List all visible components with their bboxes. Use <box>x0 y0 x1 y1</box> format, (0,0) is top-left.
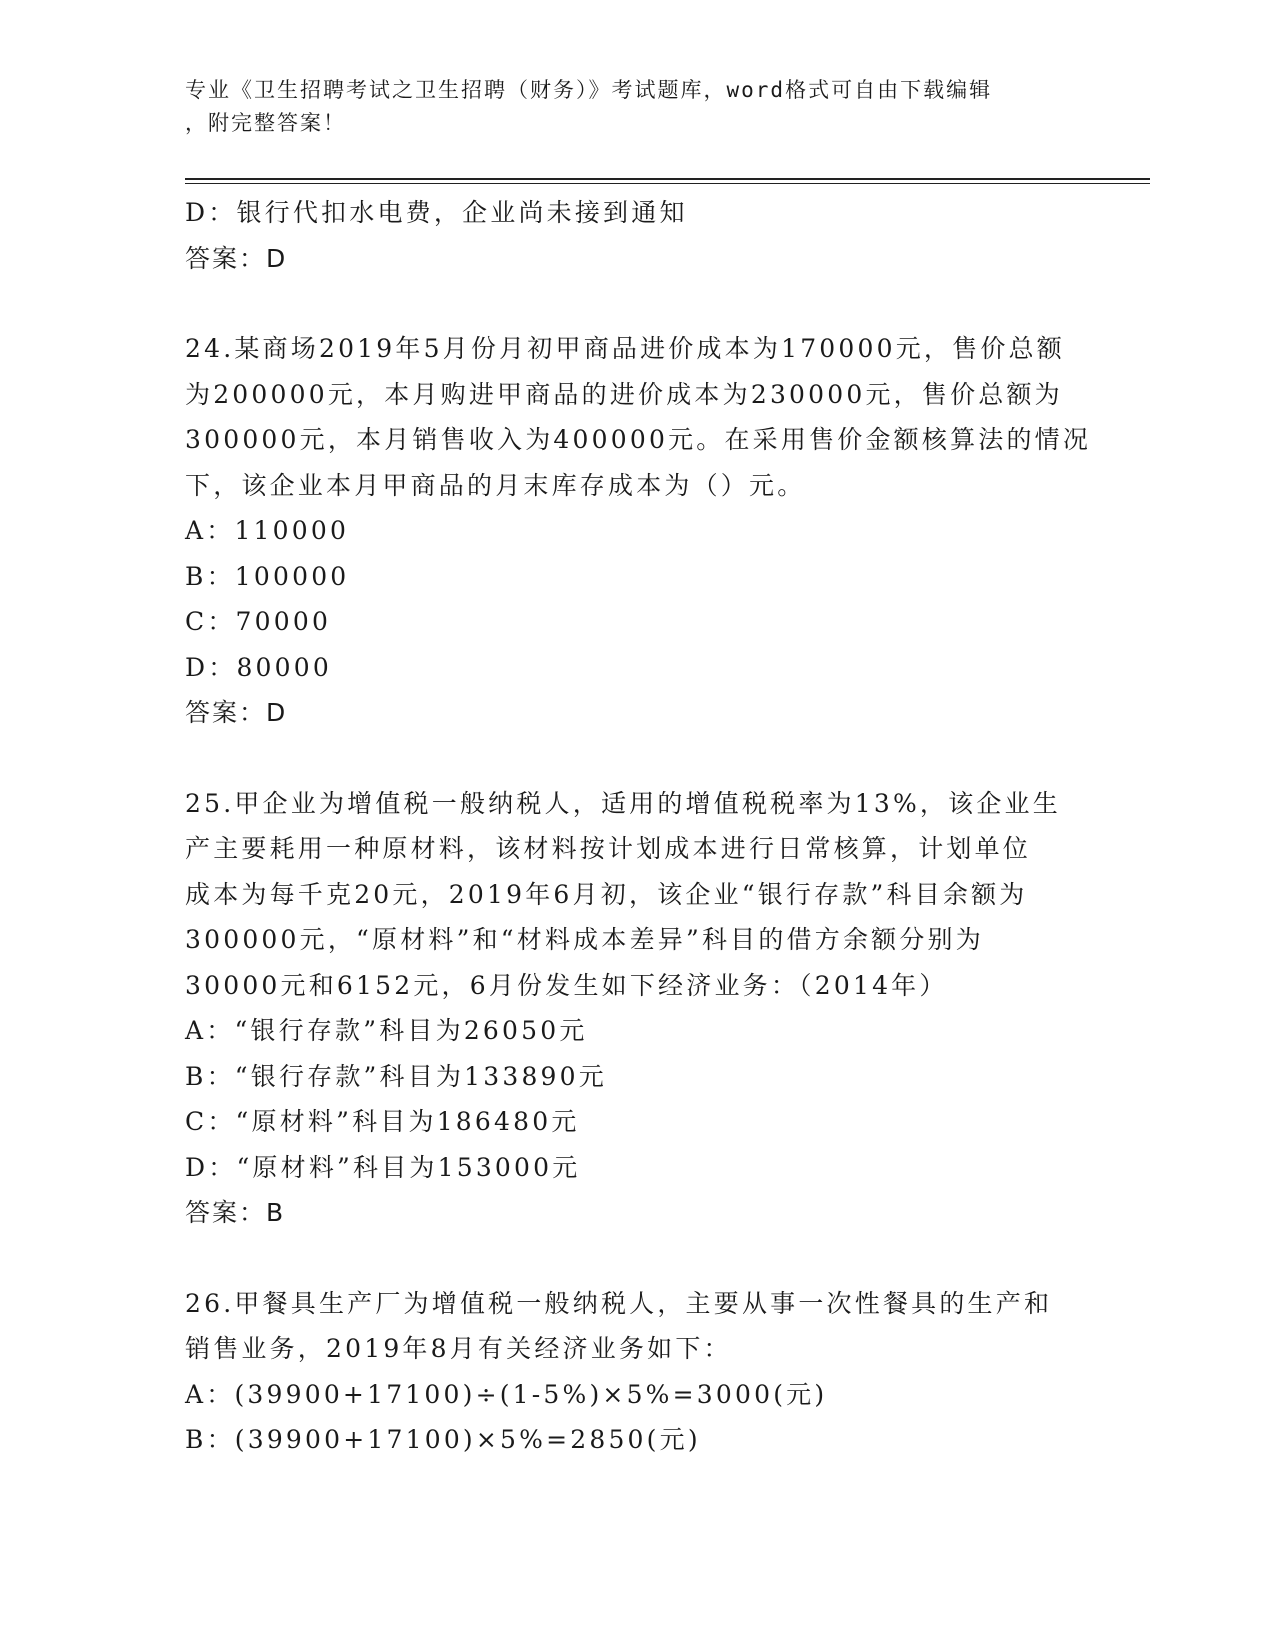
option-a: A：(39900+17100)÷(1-5%)×5%=3000(元) <box>185 1379 828 1409</box>
option-b: B：(39900+17100)×5%=2850(元) <box>185 1425 701 1454</box>
option-c: C：“原材料”科目为186480元 <box>185 1107 580 1136</box>
answer: 答案：D <box>185 698 288 727</box>
header-divider <box>185 178 1150 180</box>
question-stem-line: 销售业务，2019年8月有关经济业务如下： <box>185 1334 732 1363</box>
question-stem-line: 30000元和6152元，6月份发生如下经济业务：（2014年） <box>185 970 948 1000</box>
question-list <box>185 190 1092 1463</box>
header-line-2: ，附完整答案！ <box>185 111 346 135</box>
option-a: A：110000 <box>185 516 350 545</box>
option-c: C：70000 <box>185 607 332 636</box>
spacer <box>185 736 1075 781</box>
question-stem-line: 300000元，“原材料”和“材料成本差异”科目的借方余额分别为 <box>185 925 984 954</box>
question-stem-line: 25.甲企业为增值税一般纳税人，适用的增值税税率为13%，该企业生 <box>185 788 1061 818</box>
option-d: D：“原材料”科目为153000元 <box>185 1152 581 1182</box>
option-a: A：“银行存款”科目为26050元 <box>185 1016 588 1045</box>
question-stem-line: 下，该企业本月甲商品的月末库存成本为（）元。 <box>185 470 806 500</box>
question-stem-line: 成本为每千克20元，2019年6月初，该企业“银行存款”科目余额为 <box>185 879 1028 909</box>
question-stem-line: 26.甲餐具生产厂为增值税一般纳税人，主要从事一次性餐具的生产和 <box>185 1288 1053 1318</box>
question-26 <box>185 1281 1075 1463</box>
question-stem-line: 为200000元，本月购进甲商品的进价成本为230000元，售价总额为 <box>185 379 1063 409</box>
header-line-1: 专业《卫生招聘考试之卫生招聘（财务）》考试题库，word格式可自由下载编辑 <box>185 78 993 102</box>
option-d: D：银行代扣水电费，企业尚未接到通知 <box>185 198 688 227</box>
option-d: D：80000 <box>185 652 332 682</box>
answer: 答案：B <box>185 1198 286 1227</box>
header-divider-thin <box>185 183 1150 184</box>
option-b: B：100000 <box>185 561 350 591</box>
question-25 <box>185 781 1075 1236</box>
spacer <box>185 1236 1075 1281</box>
page-header <box>185 74 1085 140</box>
question-stem-line: 300000元，本月销售收入为400000元。在采用售价金额核算法的情况 <box>185 425 1092 454</box>
question-stem-line: 产主要耗用一种原材料，该材料按计划成本进行日常核算，计划单位 <box>185 834 1032 863</box>
option-b: B：“银行存款”科目为133890元 <box>185 1061 607 1091</box>
answer: 答案：D <box>185 243 288 273</box>
question-stem-line: 24.某商场2019年5月份月初甲商品进价成本为170000元，售价总额 <box>185 334 1065 363</box>
question-23-tail <box>185 190 1075 281</box>
question-24 <box>185 326 1092 736</box>
spacer <box>185 281 1075 326</box>
